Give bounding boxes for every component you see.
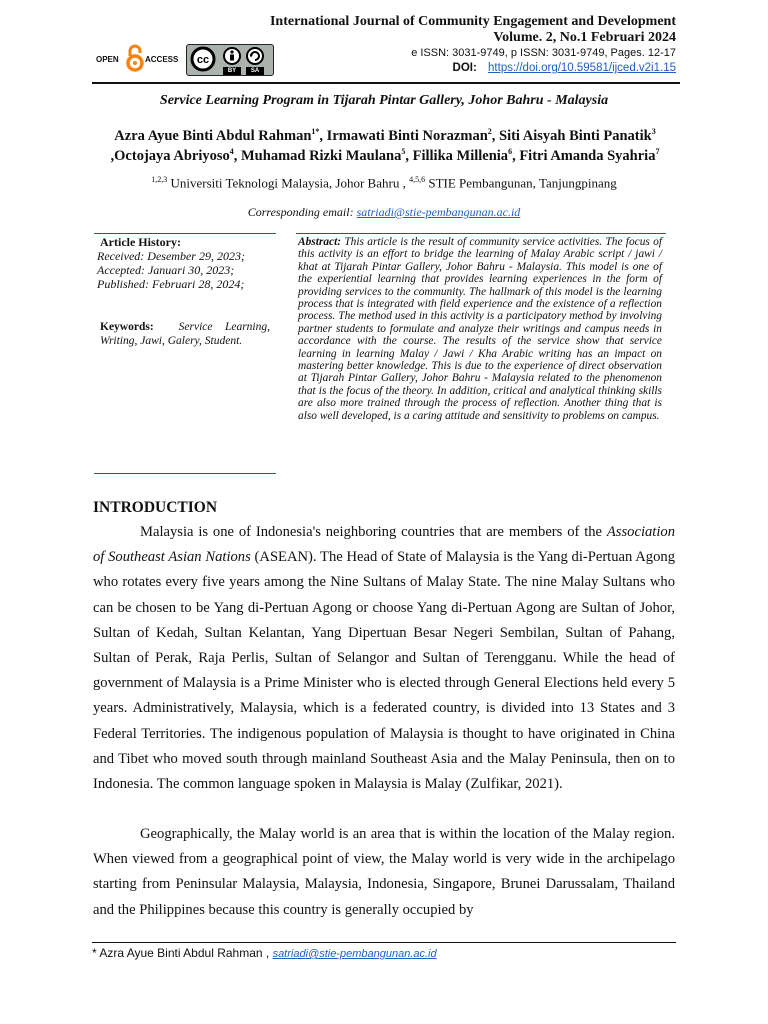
affiliations (92, 175, 676, 191)
accepted-date: Accepted: Januari 30, 2023; (97, 263, 235, 277)
history-bottom-rule (94, 473, 276, 474)
affil-sup-b: 4,5,6 (409, 175, 426, 184)
footnote-email-link[interactable]: satriadi@stie-pembangunan.ac.id (272, 948, 437, 960)
corresp-email-link[interactable]: satriadi@stie-pembangunan.ac.id (356, 205, 521, 219)
author-5: , Muhamad Rizki Maulana (233, 148, 402, 165)
received-date: Received: Desember 29, 2023; (97, 249, 245, 263)
footnote-author: Azra Ayue Binti Abdul Rahman , (96, 946, 273, 960)
author-3: , Siti Aisyah Binti Panatik (491, 127, 652, 144)
volume-info: Volume. 2, No.1 Februari 2024 (493, 30, 676, 45)
author-1: Azra Ayue Binti Abdul Rahman (114, 127, 312, 144)
open-access-lock-icon (126, 44, 144, 72)
abstract-text: This article is the result of community service activities. The focus of this activity is an effort to bridge the learning of Malay Arabic script / jawi / khat at Tijarah Pintar Gallery, Johor Bahru - Malaysia. This model is one of the experiential learning that provides learning experiences in the form of providing services to the community. The hallmark of this model is the learning process that is integrated with field experience and the existence of a reflection process. The method used in this activity is a participatory method by involving partner students to formulate and analyze their writings and campus needs in accordance with the course. The results of the service show that service learning in learning Malay / Jawi / Kha Arabic writing has an impact on mastering better knowledge. This is due to the experience of direct observation at Tijarah Pintar Gallery, Johor Bahru - Malaysia related to the phenomenon that is the focus of the theory. In addition, critical and analytical thinking skills are also more trained through the process of reflection. Another thing that is also well developed, is a caring attitude and sensitivity to problems on campus. (298, 236, 662, 422)
author-7: , Fitri Amanda Syahria (512, 148, 656, 165)
open-access-access-text: ACCESS (145, 55, 179, 64)
author-2-sup: 2 (487, 127, 492, 136)
author-4-sup: 4 (229, 147, 234, 157)
corresp-label: Corresponding email: (247, 205, 357, 219)
author-5-sup: 5 (401, 147, 406, 157)
cc-letters: cc (196, 54, 210, 66)
footnote-mark: * (92, 946, 97, 960)
abstract (298, 236, 662, 422)
author-list (110, 124, 660, 165)
author-7-sup: 7 (655, 147, 660, 157)
keywords (100, 320, 270, 348)
p2-text: Geographically, the Malay world is an area that is within the location of the Malay region. When viewed from a geographical point of view, the Malay world is very wide in the archipelago starting from Peninsular Malaysia, Malaysia, Indonesia, Singapore, Brunei Darussalam, Thailand and the Philippines because this country is generally occupied by (93, 826, 675, 918)
keywords-value: Service Learning, Writing, Jawi, Galery, Student. (100, 321, 271, 347)
footnote-rule (92, 942, 676, 943)
affil-b: STIE Pembangunan, Tanjungpinang (425, 175, 617, 191)
p1-start: Malaysia is one of Indonesia's neighboring countries that are members of the (140, 524, 607, 540)
introduction-heading: INTRODUCTION (93, 499, 218, 516)
author-3-sup: 3 (651, 127, 656, 136)
header-rule (92, 82, 680, 84)
intro-paragraph-2 (93, 822, 675, 923)
p1-asean-name: Association of Southeast Asian Nations (93, 524, 675, 566)
affil-a: Universiti Teknologi Malaysia, Johor Bahru , (167, 175, 410, 191)
cc-by-sa-badge (186, 44, 274, 76)
journal-title: International Journal of Community Engagement and Development (269, 14, 676, 29)
doi-label: DOI: (452, 62, 477, 74)
doi-line (300, 61, 676, 75)
issn-info: e ISSN: 3031-9749, p ISSN: 3031-9749, Pages. 12-17 (411, 47, 676, 59)
doi-link[interactable]: https://doi.org/10.59581/ijced.v2i1.15 (488, 62, 676, 74)
abstract-label: Abstract: (298, 236, 342, 248)
history-top-rule (94, 233, 276, 234)
footnote (92, 946, 437, 960)
open-access-logo (96, 44, 184, 74)
cc-by-label: BY (223, 67, 241, 75)
published-date: Published: Februari 28, 2024; (97, 277, 245, 291)
author-1-sup: 1* (311, 127, 320, 136)
intro-paragraph-1 (93, 520, 675, 797)
cc-sa-label: SA (246, 67, 264, 75)
p1-rest: (ASEAN). The Head of State of Malaysia is the Yang di-Pertuan Agong who rotates every five years among the Nine Sultans of Malay State. The nine Malay Sultans who can be chosen to be Yang di-Pertuan Agong or choose Yang di-Pertuan Agong are Sultan of Johor, Sultan of Kedah, Sultan Kelantan, Yang Dipertuan Besar Negeri Sembilan, Sultan of Pahang, Sultan of Perak, Raja Perlis, Sultan of Selangor and Sultan of Terengganu. While the head of government of Malaysia is a Prime Minister who is elected through General Elections held every 5 years. Administratively, Malaysia, which is a federated country, is divided into 13 States and 3 Federal Territories. The indigenous population of Malaysia is thought to have originated in China and Tibet who moved south through mainland Southeast Asia and the Malay Peninsula, then on to Indonesia. The common language spoken in Malaysia is Malay (Zulfikar, 2021). (93, 549, 675, 793)
corresponding-email (92, 205, 676, 220)
author-6: , Fillika Millenia (405, 148, 509, 165)
paper-title: Service Learning Program in Tijarah Pintar Gallery, Johor Bahru - Malaysia (159, 93, 609, 108)
keywords-label: Keywords: (100, 321, 154, 333)
abstract-top-rule (296, 233, 666, 234)
author-4: ,Octojaya Abriyoso (110, 148, 230, 165)
affil-sup-a: 1,2,3 (151, 175, 168, 184)
article-history-heading: Article History: (100, 235, 181, 249)
open-access-open-text: OPEN (96, 55, 119, 64)
author-2: , Irmawati Binti Norazman (319, 127, 488, 144)
author-6-sup: 6 (508, 147, 513, 157)
